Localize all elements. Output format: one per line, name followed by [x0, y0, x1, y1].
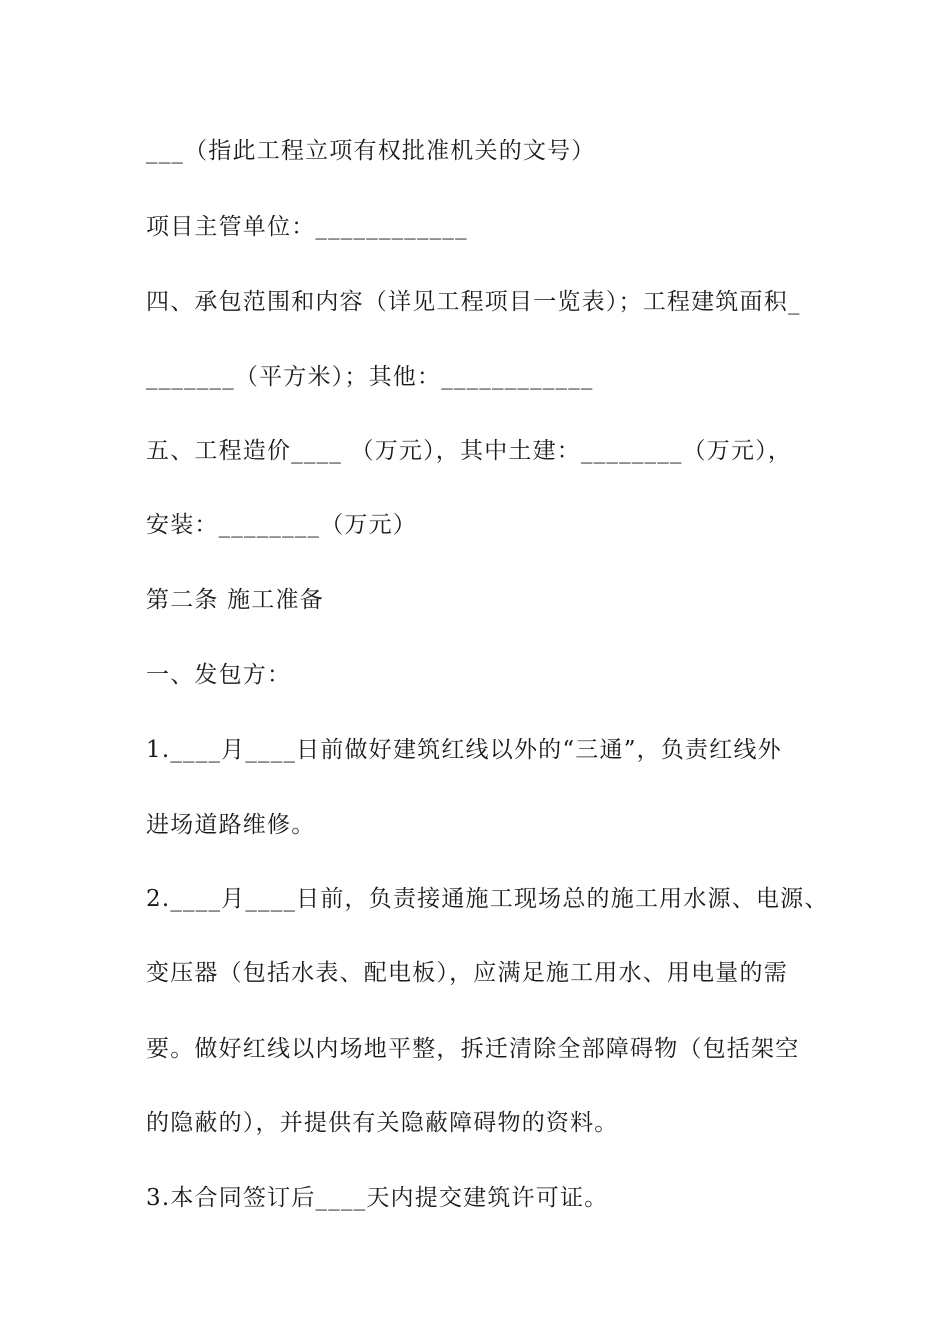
- text-line: 项目主管单位：____________: [146, 214, 468, 240]
- text-line: 进场道路维修。: [146, 812, 316, 838]
- text-line: 要。做好红线以内场地平整，拆迁清除全部障碍物（包括架空: [146, 1036, 800, 1062]
- text-line: 1.____月____日前做好建筑红线以外的“三通”，负责红线外: [146, 737, 782, 763]
- text-line: ___（指此工程立项有权批准机关的文号）: [146, 138, 596, 164]
- text-line: 五、工程造价____ （万元），其中土建：________（万元），: [146, 438, 793, 464]
- section-heading: 第二条 施工准备: [146, 587, 324, 613]
- text-line: 的隐蔽的），并提供有关隐蔽障碍物的资料。: [146, 1110, 619, 1136]
- text-line: 3.本合同签订后____天内提交建筑许可证。: [146, 1185, 609, 1211]
- text-line: 变压器（包括水表、配电板），应满足施工用水、用电量的需: [146, 960, 788, 986]
- text-line: 四、承包范围和内容（详见工程项目一览表）；工程建筑面积_: [146, 289, 801, 315]
- text-line: 安装：________（万元）: [146, 512, 417, 538]
- text-line: 一、发包方：: [146, 662, 292, 688]
- text-line: _______（平方米）；其他：____________: [146, 364, 594, 390]
- text-line: 2.____月____日前，负责接通施工现场总的施工用水源、电源、: [146, 886, 829, 912]
